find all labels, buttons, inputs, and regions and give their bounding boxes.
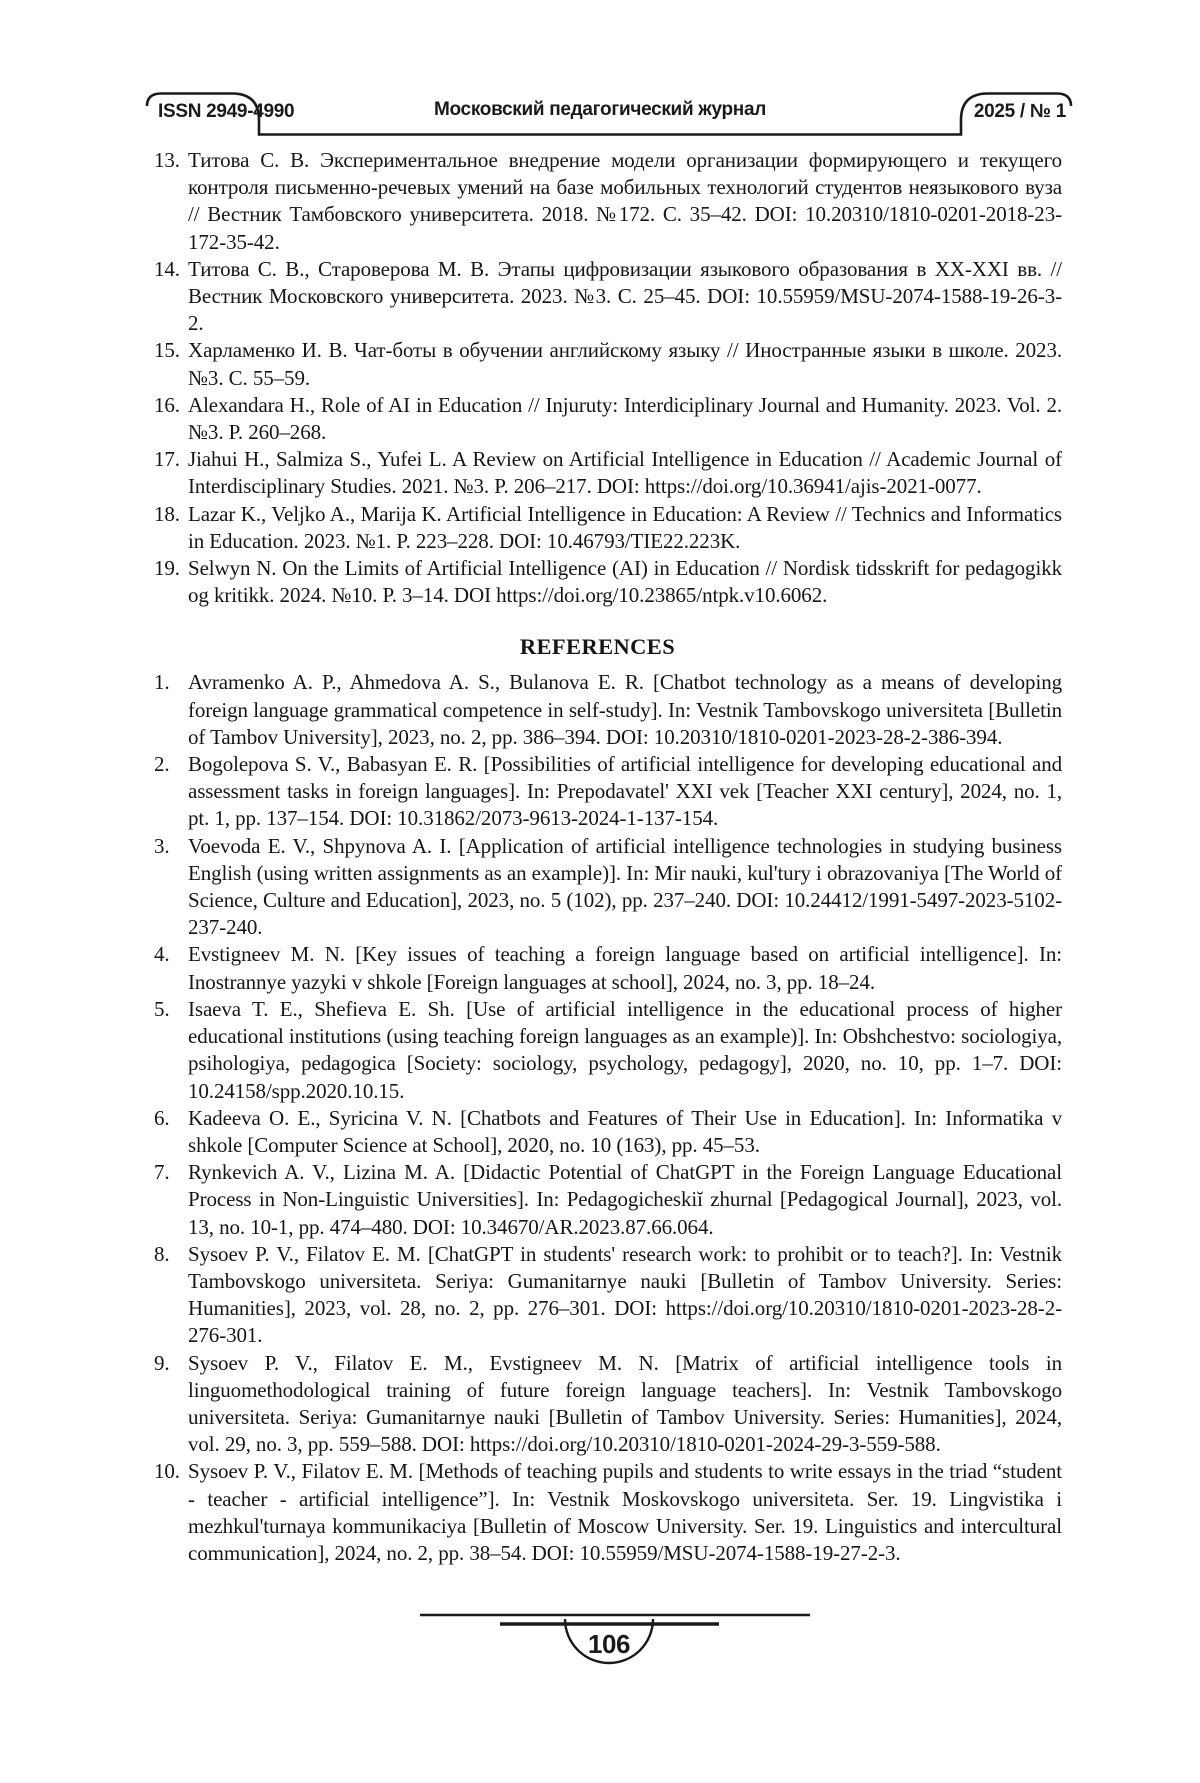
reference-number: 13. xyxy=(154,148,180,172)
journal-title: Московский педагогический журнал xyxy=(433,99,767,120)
reference-item xyxy=(133,392,1062,446)
reference-item xyxy=(133,996,1062,1105)
reference-item xyxy=(133,1458,1062,1567)
reference-text: Selwyn N. On the Limits of Artificial Intelligence (AI) in Education // Nordisk tidsskrift for pedagogikk og kritikk. 2024. №10. P. 3–14. DOI https://doi.org/10.23865/ntpk.v10.6062. xyxy=(188,556,1062,608)
reference-text: Sysoev P. V., Filatov E. M. [ChatGPT in students' research work: to prohibit or to teach?]. In: Vestnik Tambovskogo universiteta. Seriya: Gumanitarnye nauki [Bulletin of Tambov University. Series: Humanities], 2023, vol. 28, no. 2, pp. 276–301. DOI: https://doi.org/10.20310/1810-0201-2023-28-2-276-301. xyxy=(188,1241,1062,1348)
reference-text: Харламенко И. В. Чат-боты в обучении английскому языку // Иностранные языки в школе. 2023. №3. С. 55–59. xyxy=(188,338,1062,390)
reference-item xyxy=(133,941,1062,995)
reference-number: 6. xyxy=(154,1105,170,1130)
reference-number: 16. xyxy=(154,392,180,417)
header-border-rule xyxy=(0,0,1200,150)
page-content xyxy=(133,147,1062,1567)
reference-item xyxy=(133,501,1062,555)
issue-label: 2025 / № 1 xyxy=(973,101,1066,122)
reference-text: Kadeeva O. E., Syricina V. N. [Chatbots and Features of Their Use in Education]. In: Informatika v shkole [Computer Science at School], 2020, no. 10 (163), pp. 45–53. xyxy=(188,1105,1062,1157)
reference-text: Титова С. В. Экспериментальное внедрение модели организации формирующего и текущего контроля письменно-речевых умений на базе мобильных технологий студентов неязыкового вуза // Вестник Тамбовского университета. 2018. №172. С. 35–42. DOI: 10.20310/1810-0201-2018-23-172-35-42. xyxy=(188,148,1062,254)
footer-rule xyxy=(0,1606,1200,1691)
reference-number: 19. xyxy=(154,556,180,581)
reference-item xyxy=(133,446,1062,500)
reference-number: 4. xyxy=(154,942,170,967)
reference-text: Alexandara H., Role of AI in Education // Injuruty: Interdiciplinary Journal and Humanity. 2023. Vol. 2. №3. P. 260–268. xyxy=(188,392,1062,445)
references-heading: REFERENCES xyxy=(519,634,676,660)
reference-item xyxy=(133,669,1062,751)
reference-text: Avramenko A. P., Ahmedova A. S., Bulanova E. R. [Chatbot technology as a means of developing foreign language grammatical competence in self-study]. In: Vestnik Tambovskogo universiteta [Bulletin of Tambov University], 2023, no. 2, pp. 386–394. DOI: 10.20310/1810-0201-2023-28-2-386-394. xyxy=(188,670,1062,749)
reference-text: Lazar K., Veljko A., Marija K. Artificial Intelligence in Education: A Review // Technics and Informatics in Education. 2023. №1. P. 223–228. DOI: 10.46793/TIE22.223K. xyxy=(188,501,1062,553)
reference-number: 7. xyxy=(154,1160,170,1185)
reference-number: 9. xyxy=(154,1350,170,1375)
reference-number: 8. xyxy=(154,1241,170,1266)
reference-item xyxy=(133,555,1062,609)
bibliography-list xyxy=(133,147,1062,609)
reference-item xyxy=(133,1241,1062,1350)
reference-text: Evstigneev M. N. [Key issues of teaching a foreign language based on artificial intelligence]. In: Inostrannye yazyki v shkole [Foreign languages at school], 2024, no. 3, pp. 18–24. xyxy=(188,942,1062,994)
reference-number: 2. xyxy=(154,752,170,777)
reference-item xyxy=(133,147,1062,256)
reference-text: Bogolepova S. V., Babasyan E. R. [Possibilities of artificial intelligence for developing educational and assessment tasks in foreign languages]. In: Prepodavatel' XXI vek [Teacher XXI century], 2024, no. 1, pt. 1, pp. 137–154. DOI: 10.31862/2073-9613-2024-1-137-154. xyxy=(188,752,1062,831)
reference-item xyxy=(133,833,1062,942)
reference-number: 1. xyxy=(154,670,170,695)
reference-text: Sysoev P. V., Filatov E. M., Evstigneev M. N. [Matrix of artificial intelligence tools in linguomethodological training of future foreign language teachers]. In: Vestnik Tambovskogo universiteta. Seriya: Gumanitarnye nauki [Bulletin of Tambov University. Series: Humanities], 2024, vol. 29, no. 3, pp. 559–588. DOI: https://doi.org/10.20310/1810-0201-2024-29-3-559-588. xyxy=(188,1350,1062,1457)
reference-number: 17. xyxy=(154,447,180,472)
reference-text: Титова С. В., Староверова М. В. Этапы цифровизации языкового образования в XX-XXI вв. // Вестник Московского университета. 2023. №3. С. 25–45. DOI: 10.55959/MSU-2074-1588-19-26-3-2. xyxy=(188,256,1062,336)
reference-text: Jiahui H., Salmiza S., Yufei L. A Review on Artificial Intelligence in Education // Academic Journal of Interdisciplinary Studies. 2021. №3. P. 206–217. DOI: https://doi.org/10.36941/ajis-2021-0077. xyxy=(188,447,1062,499)
references-list xyxy=(133,669,1062,1567)
page-number: 106 xyxy=(588,1629,630,1659)
reference-item xyxy=(133,1350,1062,1459)
issn-label: ISSN 2949-4990 xyxy=(158,101,295,122)
reference-number: 18. xyxy=(154,501,180,526)
reference-text: Isaeva T. E., Shefieva E. Sh. [Use of artificial intelligence in the educational process of higher educational institutions (using teaching foreign languages as an example)]. In: Obshchestvo: sociologiya, psihologiya, pedagogica [Society: sociology, psychology, pedagogy], 2020, no. 10, pp. 1–7. DOI: 10.24158/spp.2020.10.15. xyxy=(188,996,1062,1103)
reference-number: 10. xyxy=(154,1459,180,1484)
reference-number: 15. xyxy=(154,338,180,363)
reference-text: Voevoda E. V., Shpynova A. I. [Application of artificial intelligence technologies in studying business English (using written assignments as an example)]. In: Mir nauki, kul'tury i obrazovaniya [The World of Science, Culture and Education], 2023, no. 5 (102), pp. 237–240. DOI: 10.24412/1991-5497-2023-5102-237-240. xyxy=(188,833,1062,940)
reference-number: 3. xyxy=(154,833,170,858)
reference-item xyxy=(133,751,1062,833)
reference-text: Sysoev P. V., Filatov E. M. [Methods of teaching pupils and students to write essays in the triad “student - teacher - artificial intelligence”]. In: Vestnik Moskovskogo universiteta. Ser. 19. Lingvistika i mezhkul'turnaya kommunikaciya [Bulletin of Moscow University. Ser. 19. Linguistics and intercultural communication], 2024, no. 2, pp. 38–54. DOI: 10.55959/MSU-2074-1588-19-27-2-3. xyxy=(188,1459,1062,1565)
reference-number: 14. xyxy=(154,256,180,281)
reference-item xyxy=(133,1105,1062,1159)
reference-text: Rynkevich A. V., Lizina M. A. [Didactic Potential of ChatGPT in the Foreign Language Educational Process in Non-Linguistic Universities]. In: Pedagogicheskiĭ zhurnal [Pedagogical Journal], 2023, vol. 13, no. 10-1, pp. 474–480. DOI: 10.34670/AR.2023.87.66.064. xyxy=(188,1160,1062,1239)
reference-item xyxy=(133,256,1062,338)
reference-number: 5. xyxy=(154,996,170,1021)
reference-item xyxy=(133,337,1062,391)
reference-item xyxy=(133,1159,1062,1241)
